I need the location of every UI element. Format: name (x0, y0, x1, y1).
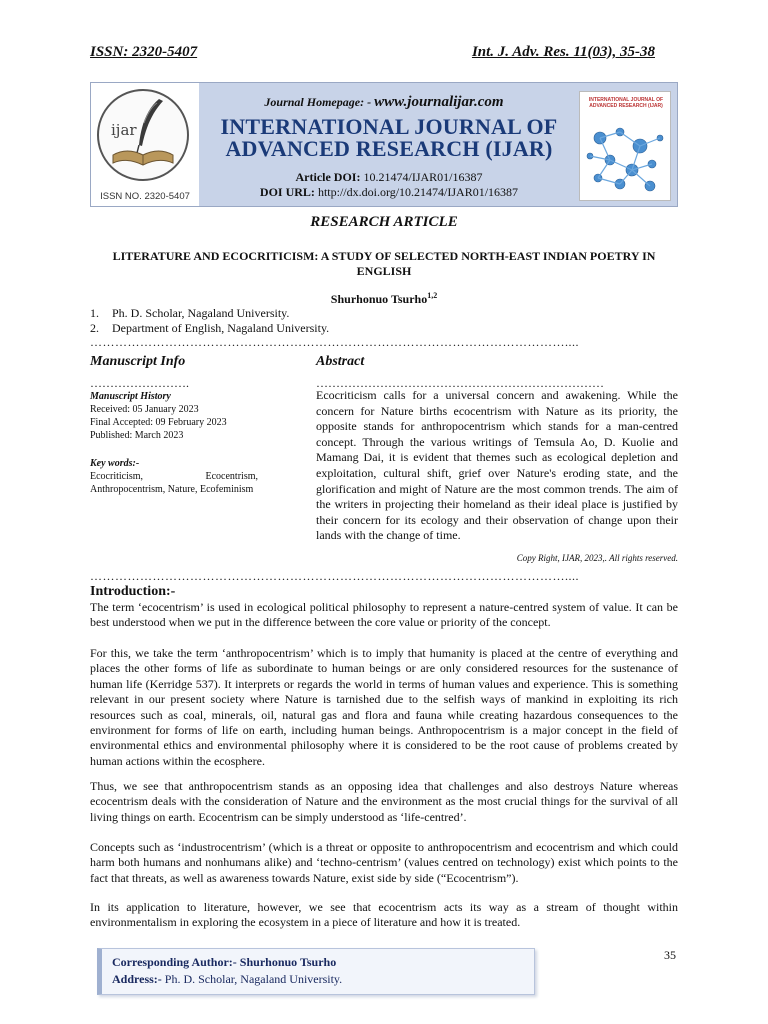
journal-name-line2: ADVANCED RESEARCH (IJAR) (225, 136, 553, 161)
molecule-image-icon (580, 118, 671, 200)
manuscript-info-body (90, 390, 258, 496)
section-label: RESEARCH ARTICLE (310, 214, 458, 230)
body-paragraph: For this, we take the term ‘anthropocentrism’ which is to imply that humanity is placed at the centre of everything and places the other forms of life as subordinate to human beings or are only considered resources for the sustenance of human life (Kerridge 537). It interprets or regards the world in terms of human values and experience. This is something relevant in our present society where Nature is tarnished due to the selfish ways of mankind in exploiting its rich resources such as coal, minerals, oil, natural gas and flora and fauna while creating hazardous consequences to the environment for forms of life on earth, including human beings. Anthropocentrism is a major concept in the field of environmental ethics and environmental philosophy where it is considered to be the root cause of problems created by human actions within the ecosphere. (90, 646, 678, 768)
accepted-date: Final Accepted: 09 February 2023 (90, 417, 227, 428)
cover-title: INTERNATIONAL JOURNAL OF ADVANCED RESEARCH (IJAR) (588, 97, 664, 109)
copyright-notice: Copy Right, IJAR, 2023,. All rights reserved. (516, 553, 678, 563)
affiliation-number: 2. (90, 321, 99, 335)
running-header-issn: ISSN: 2320-5407 (90, 44, 198, 60)
quill-book-icon (97, 89, 189, 181)
manuscript-info-heading: Manuscript Info (90, 354, 186, 369)
affiliation-text: Ph. D. Scholar, Nagaland University. (112, 306, 290, 320)
doi-value[interactable]: 10.21474/IJAR01/16387 (363, 170, 483, 184)
corresponding-author-box (97, 948, 535, 995)
journal-banner (90, 82, 678, 207)
affiliation-item (90, 306, 329, 321)
introduction-heading: Introduction:- (90, 584, 176, 599)
author-affiliation-marks: 1,2 (427, 291, 438, 300)
paper-title (90, 249, 678, 279)
doi-label: Article DOI: (295, 170, 361, 184)
paper-title-line1: LITERATURE AND ECOCRITICISM: A STUDY OF SELECTED NORTH-EAST INDIAN POETRY IN (112, 249, 656, 263)
running-header-citation: Int. J. Adv. Res. 11(03), 35-38 (471, 44, 655, 60)
doi-url (199, 185, 579, 200)
abstract-dots: ……………………………………………………………… (316, 377, 604, 389)
article-doi (199, 170, 579, 185)
author-text: Shurhonuo Tsurho (330, 292, 428, 306)
published-date: Published: March 2023 (90, 430, 184, 441)
dotted-separator: …………………………………………………………………………………………………….... (90, 336, 579, 348)
doi-url-label: DOI URL: (259, 185, 315, 199)
page-number: 35 (664, 948, 676, 962)
corresponding-author-name: Corresponding Author:- Shurhonuo Tsurho (112, 955, 337, 969)
affiliation-number: 1. (90, 306, 99, 320)
journal-logo (91, 83, 199, 207)
abstract-heading: Abstract (316, 354, 365, 369)
manuscript-info-dots: ……………………. (90, 377, 189, 389)
logo-wordmark: ijar (111, 121, 137, 139)
corresponding-author-address (112, 972, 524, 987)
journal-name (209, 116, 569, 160)
abstract-text: Ecocriticism calls for a universal concern and awakening. While the concern for Nature births ecocentrism with Nature as its priority, the opposite stands for anthropocentrism which stands for a man-centred concept. Through the various writings of Temsula Ao, D. Kuolie and Mamang Dai, it is evident that themes such as ecological depletion and exploitation, cultural shift, grief over Nature's eroding state, and the glorification and might of Nature are the most common trends. The aim of the writers in projecting their homeland as their ideal place is justified by their concern for its ecology and their observation of change upon their lands with the change of time. (316, 388, 678, 543)
affiliation-list (90, 306, 329, 336)
address-label: Address:- (112, 972, 162, 986)
keywords-label: Key words:- (90, 458, 140, 469)
address-value: Ph. D. Scholar, Nagaland University. (161, 972, 343, 986)
received-date: Received: 05 January 2023 (90, 404, 199, 415)
keywords-text: Ecocriticism, Ecocentrism, Anthropocentrism, Nature, Ecofeminism (90, 471, 258, 495)
affiliation-item (90, 321, 329, 336)
body-paragraph: Concepts such as ‘industrocentrism’ (which is a threat or opposite to anthropocentrism and ecocentrism and which could harm both humans and nonhumans alike) and ‘techno-centrism’ (values centred on technology) exist which points to the fact that threats, as well as awareness towards Nature, exist side by side (“Ecocentrism”). (90, 840, 678, 885)
homepage-link[interactable]: www.journalijar.com (374, 94, 504, 110)
author-name (0, 291, 768, 307)
journal-cover-thumbnail (579, 91, 671, 201)
homepage-label: Journal Homepage: - (264, 95, 372, 109)
doi-block (199, 170, 579, 200)
affiliation-text: Department of English, Nagaland University. (112, 321, 330, 335)
doi-url-value[interactable]: http://dx.doi.org/10.21474/IJAR01/16387 (317, 185, 519, 199)
manuscript-history-label: Manuscript History (90, 391, 171, 402)
body-paragraph: The term ‘ecocentrism’ is used in ecological political philosophy to represent a nature-centred system of value. It can be best understood when we put in the difference between the core value or priority of the concept. (90, 600, 678, 630)
dotted-separator: …………………………………………………………………………………………………….... (90, 570, 579, 582)
body-paragraph: In its application to literature, however, we see that ecocentrism acts its way as a stream of thought within environmentalism in exploring the ecosystem in a piece of literature and how it is treated. (90, 900, 678, 930)
body-paragraph: Thus, we see that anthropocentrism stands as an opposing idea that challenges and also destroys Nature whereas ecocentrism deals with the consideration of Nature and the environment as the most crucial things for the survival of all living things on earth. Ecocentrism can be simply understood as ‘life-centred’. (90, 779, 678, 824)
logo-issn: ISSN NO. 2320-5407 (100, 191, 190, 202)
journal-name-line1: INTERNATIONAL JOURNAL OF (220, 114, 558, 139)
journal-homepage (199, 94, 569, 111)
paper-title-line2: ENGLISH (356, 264, 412, 278)
